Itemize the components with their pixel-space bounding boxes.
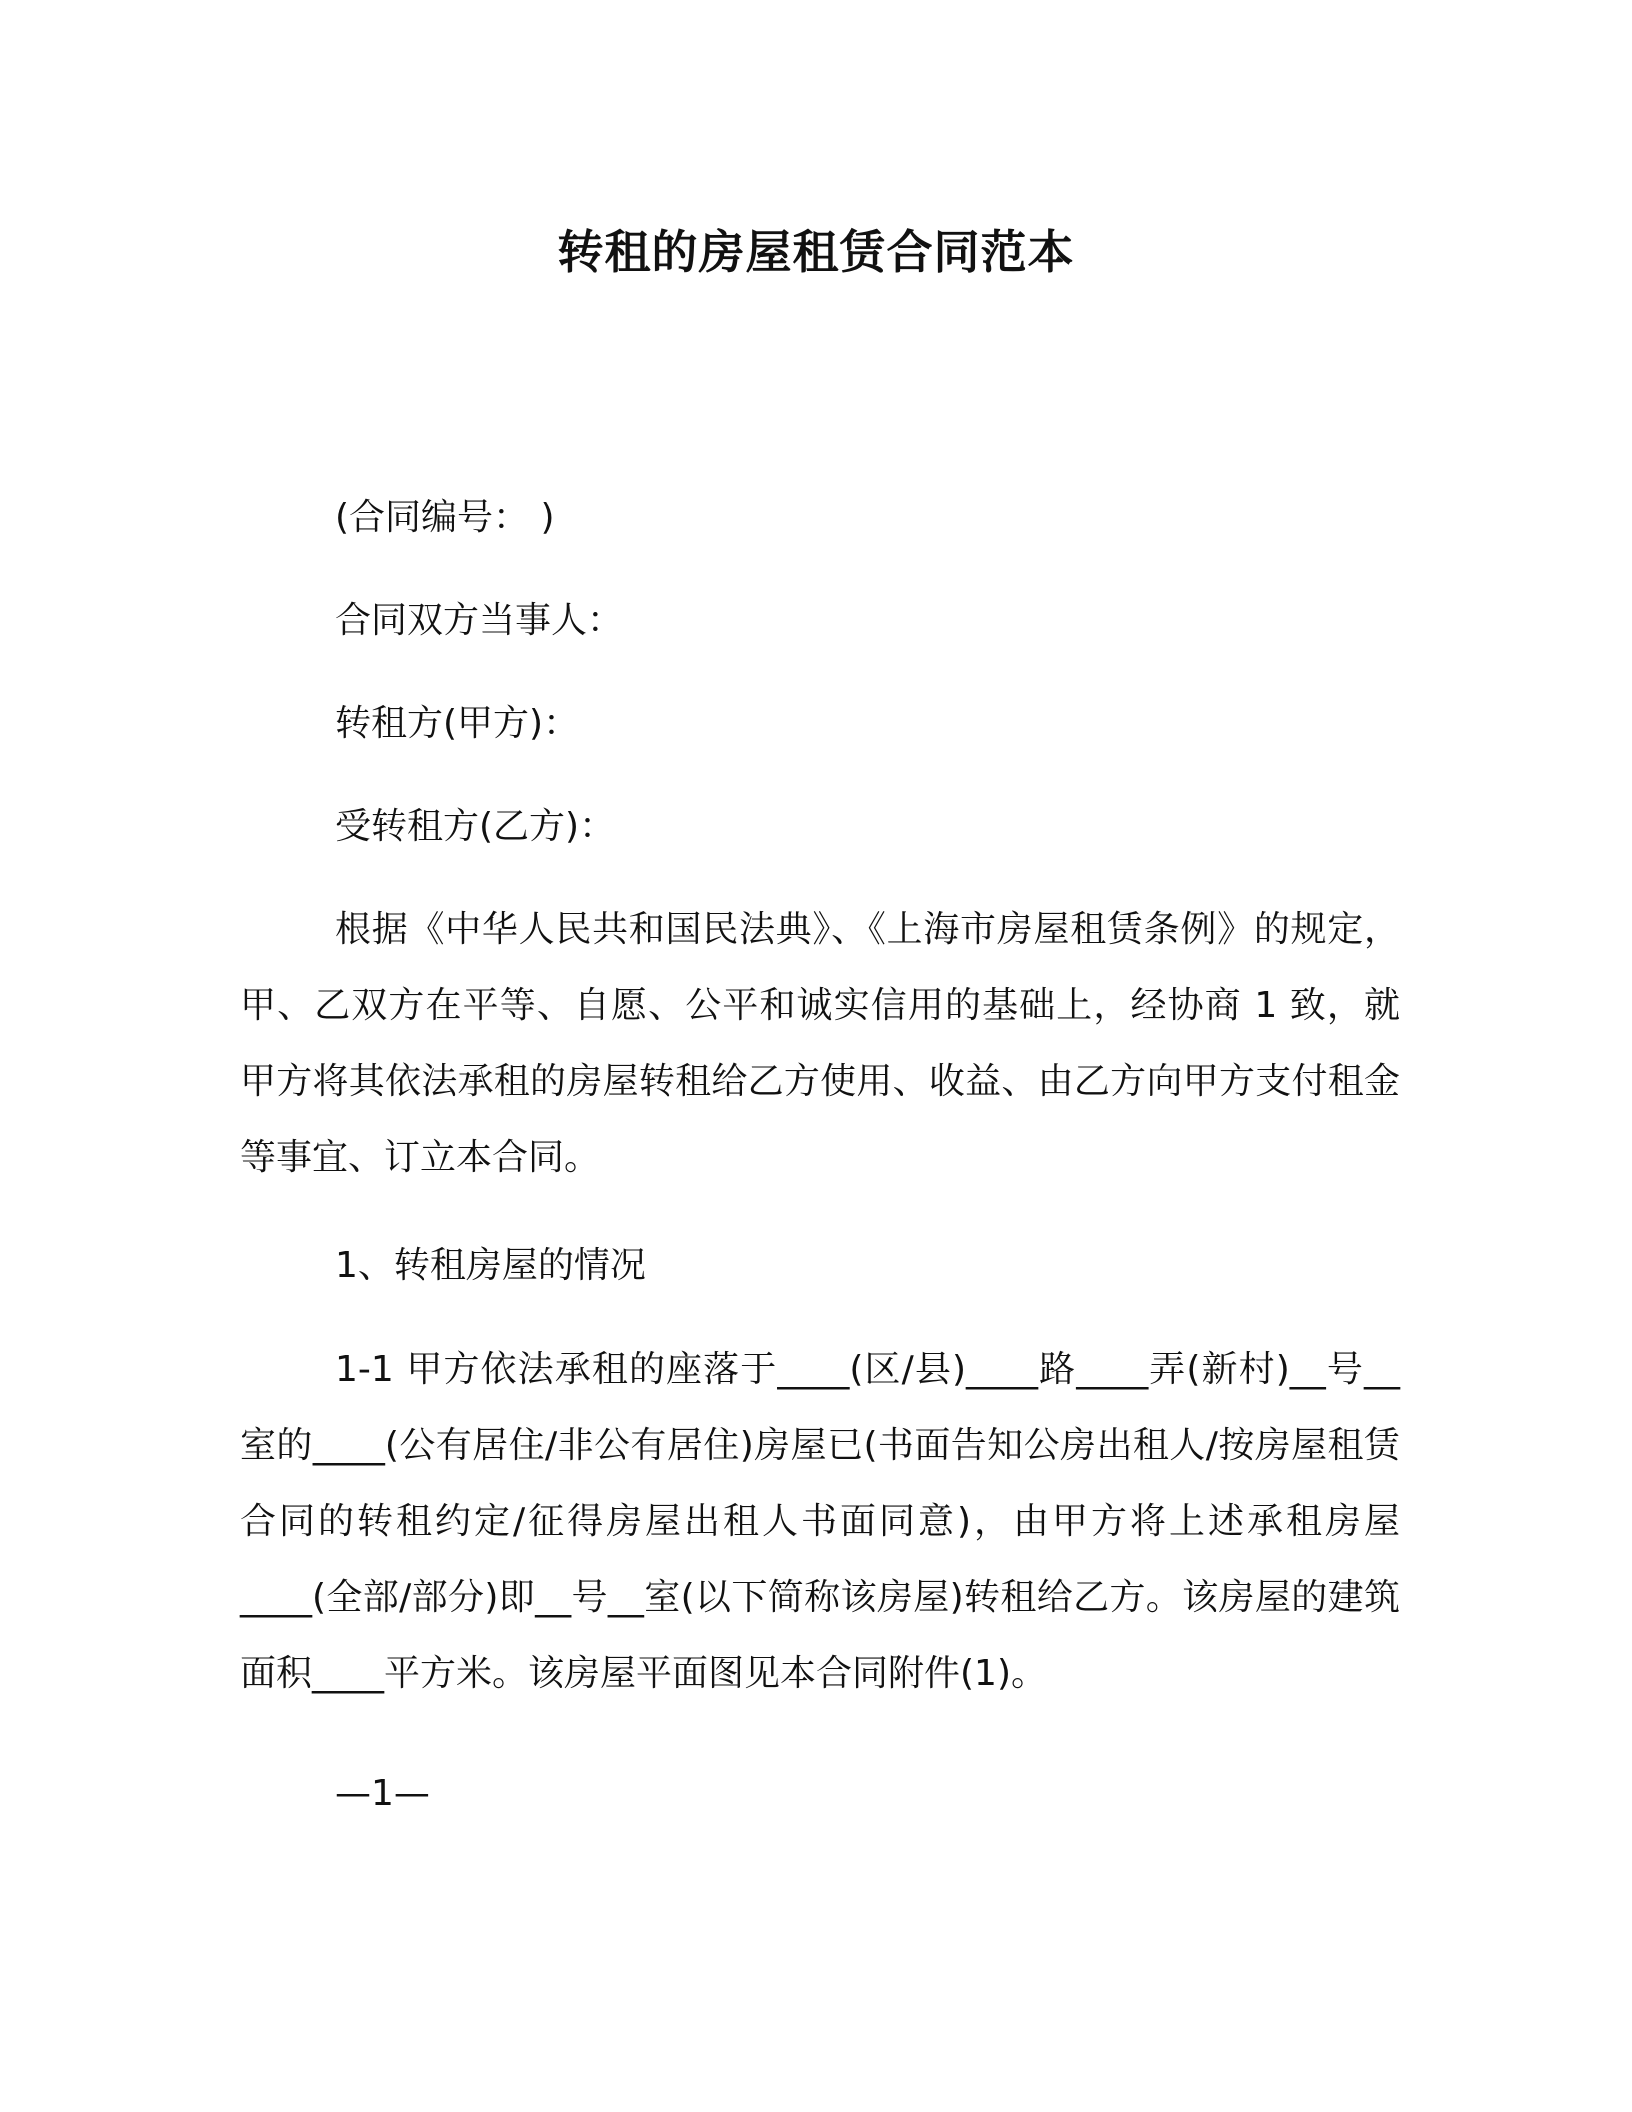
contract-number-line: (合同编号： ) bbox=[335, 497, 555, 538]
party-a-line: 转租方(甲方)： bbox=[335, 703, 580, 744]
party-b-line: 受转租方(乙方)： bbox=[335, 806, 616, 847]
page-number: —1— bbox=[335, 1773, 430, 1814]
parties-heading: 合同双方当事人： bbox=[335, 600, 624, 641]
document-title: 转租的房屋租赁合同范本 bbox=[557, 225, 1075, 279]
section-1-heading: 1、转租房屋的情况 bbox=[335, 1245, 646, 1286]
preamble-paragraph: 根据《中华人民共和国民法典》、《上海市房屋租赁条例》的规定，甲、乙双方在平等、自愿、公平和诚实信用的基础上，经协商 1 致，就甲方将其依法承租的房屋转租给乙方使用、收益、由乙方向甲方支付租金等事宜、订立本合同。 bbox=[240, 909, 1400, 1178]
clause-1-1-paragraph: 1-1 甲方依法承租的座落于____(区/县)____路____弄(新村)__号__室的____(公有居住/非公有居住)房屋已(书面告知公房出租人/按房屋租赁合同的转租约定/征得房屋出租人书面同意)，由甲方将上述承租房屋____(全部/部分)即__号__室(以下简称该房屋)转租给乙方。该房屋的建筑面积____平方米。该房屋平面图见本合同附件(1)。 bbox=[240, 1349, 1400, 1694]
